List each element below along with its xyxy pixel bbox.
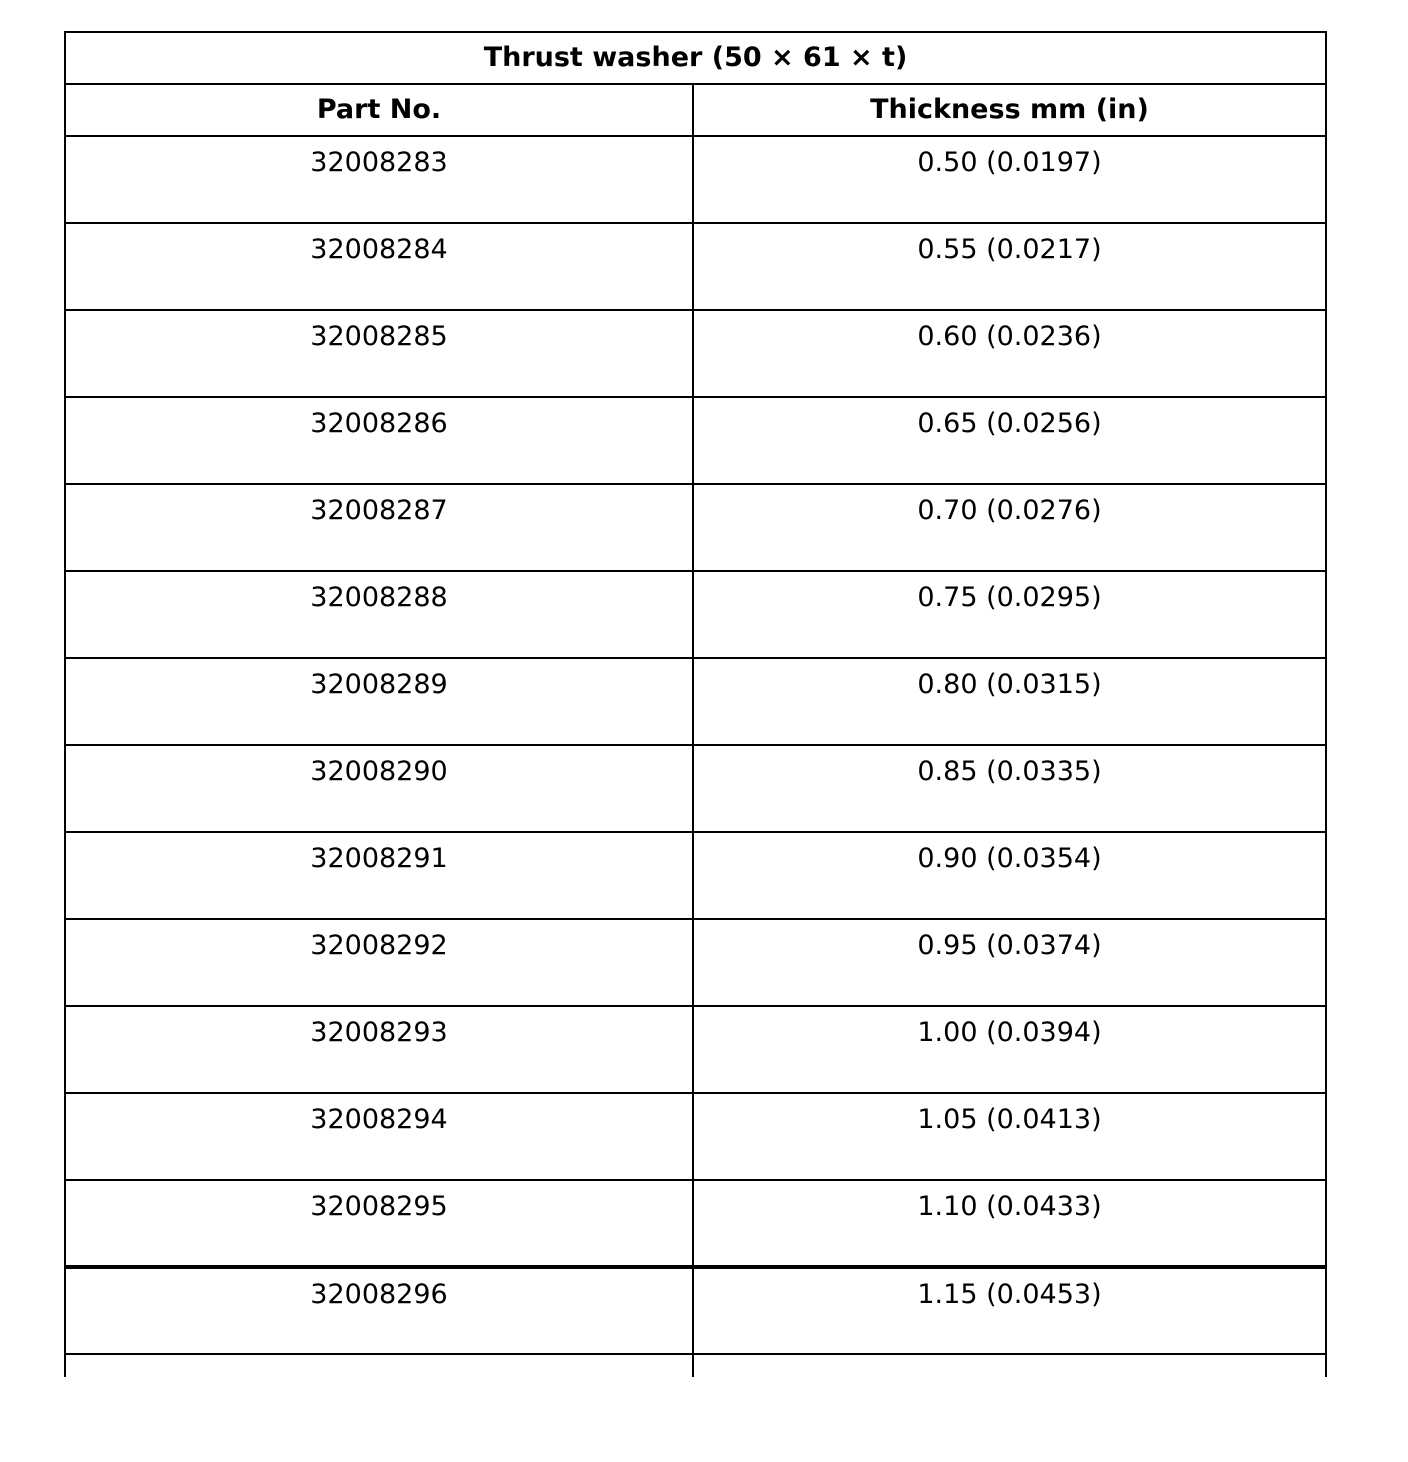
table-row [65,745,1326,832]
table-row [65,571,1326,658]
thickness-cell: 0.75 (0.0295) [693,571,1326,658]
table-row [65,1180,1326,1267]
part-no-cell: 32008293 [65,1006,693,1093]
table-title-row [65,32,1326,84]
part-no-cell: 32008287 [65,484,693,571]
table-row [65,136,1326,223]
part-no-cell: 32008285 [65,310,693,397]
part-no-cell: 32008288 [65,571,693,658]
thickness-cell: 1.05 (0.0413) [693,1093,1326,1180]
table-row [65,310,1326,397]
thrust-washer-table [64,31,1327,1377]
table-row [65,919,1326,1006]
thickness-cell: 0.50 (0.0197) [693,136,1326,223]
part-no-cell: 32008286 [65,397,693,484]
thickness-cell: 1.00 (0.0394) [693,1006,1326,1093]
continued-cell-right [693,1354,1326,1377]
thickness-cell: 0.55 (0.0217) [693,223,1326,310]
table-row [65,484,1326,571]
thickness-cell: 0.90 (0.0354) [693,832,1326,919]
thickness-cell: 1.15 (0.0453) [693,1267,1326,1354]
table-row [65,1093,1326,1180]
table-row [65,223,1326,310]
table-row-continued [65,1354,1326,1377]
part-no-cell: 32008283 [65,136,693,223]
part-no-cell: 32008296 [65,1267,693,1354]
table-row [65,832,1326,919]
table-header-row [65,84,1326,136]
table-row [65,1006,1326,1093]
thickness-cell: 0.60 (0.0236) [693,310,1326,397]
part-no-cell: 32008291 [65,832,693,919]
table-row [65,658,1326,745]
part-no-cell: 32008294 [65,1093,693,1180]
table-row [65,1267,1326,1354]
part-no-cell: 32008295 [65,1180,693,1267]
thickness-cell: 0.70 (0.0276) [693,484,1326,571]
thickness-cell: 1.10 (0.0433) [693,1180,1326,1267]
table-title: Thrust washer (50 × 61 × t) [65,32,1326,84]
part-no-cell: 32008289 [65,658,693,745]
header-part-no: Part No. [65,84,693,136]
part-no-cell: 32008292 [65,919,693,1006]
thickness-cell: 0.85 (0.0335) [693,745,1326,832]
continued-cell-left [65,1354,693,1377]
part-no-cell: 32008290 [65,745,693,832]
part-no-cell: 32008284 [65,223,693,310]
thickness-cell: 0.65 (0.0256) [693,397,1326,484]
thickness-cell: 0.80 (0.0315) [693,658,1326,745]
header-thickness: Thickness mm (in) [693,84,1326,136]
thickness-cell: 0.95 (0.0374) [693,919,1326,1006]
table-row [65,397,1326,484]
document-page [64,31,1325,1377]
